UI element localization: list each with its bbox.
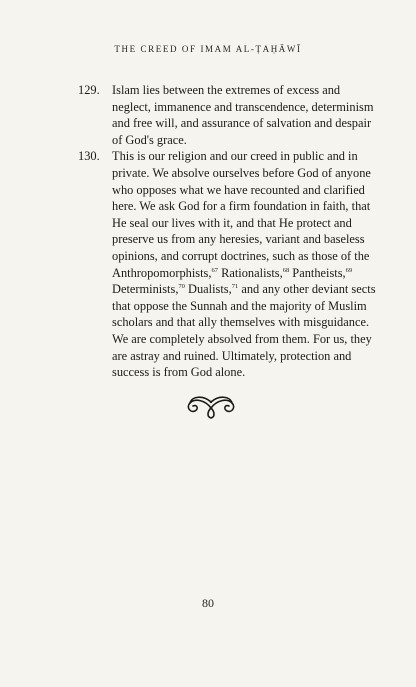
entry-number: 130. (78, 149, 100, 164)
entry-number: 129. (78, 83, 100, 97)
entry-text-segment: Determinists, (112, 282, 179, 297)
page-number: 80 (202, 596, 214, 610)
footnote-marker: 71 (231, 283, 239, 290)
entry-129 (78, 82, 378, 148)
entry-text-segment: and any other deviant sects that oppose the Sunnah and the majority of Muslim scholars and that ally themselves with misguidance. We are completely absolved from them. For us, they are astray and ruined. Ultimately, protection and success is from God alone. (112, 282, 376, 380)
entries-list (78, 82, 378, 381)
scroll-flourish-icon (183, 392, 239, 422)
footnote-marker: 67 (211, 266, 218, 274)
entry-text-segment: Pantheists, (289, 265, 346, 280)
footnote-marker: 68 (282, 266, 290, 274)
footnote-marker: 69 (345, 266, 353, 274)
entry-text-segment: Rationalists, (217, 265, 283, 280)
entry-text-segment: Dualists, (184, 282, 232, 297)
footnote-marker: 70 (178, 283, 185, 290)
entry-130 (78, 148, 378, 380)
entry-text (112, 148, 378, 380)
entry-text-segment: This is our religion and our creed in public and in private. We absolve ourselves before God of anyone who opposes what we have recounted and clarified here. We ask God for a firm foundation in faith, that He seal our lives with it, and that He protect and preserve us from any heresies, variant and baseless opinions, and corrupt doctrines, such as those of the Anthropomorphists, (112, 149, 371, 280)
running-head: THE CREED OF IMAM AL-ṬAḤĀWĪ (114, 44, 302, 54)
entry-text: Islam lies between the extremes of excess and neglect, immanence and transcendence, determinism and free will, and assurance of salvation and despair of God's grace. (112, 83, 374, 147)
